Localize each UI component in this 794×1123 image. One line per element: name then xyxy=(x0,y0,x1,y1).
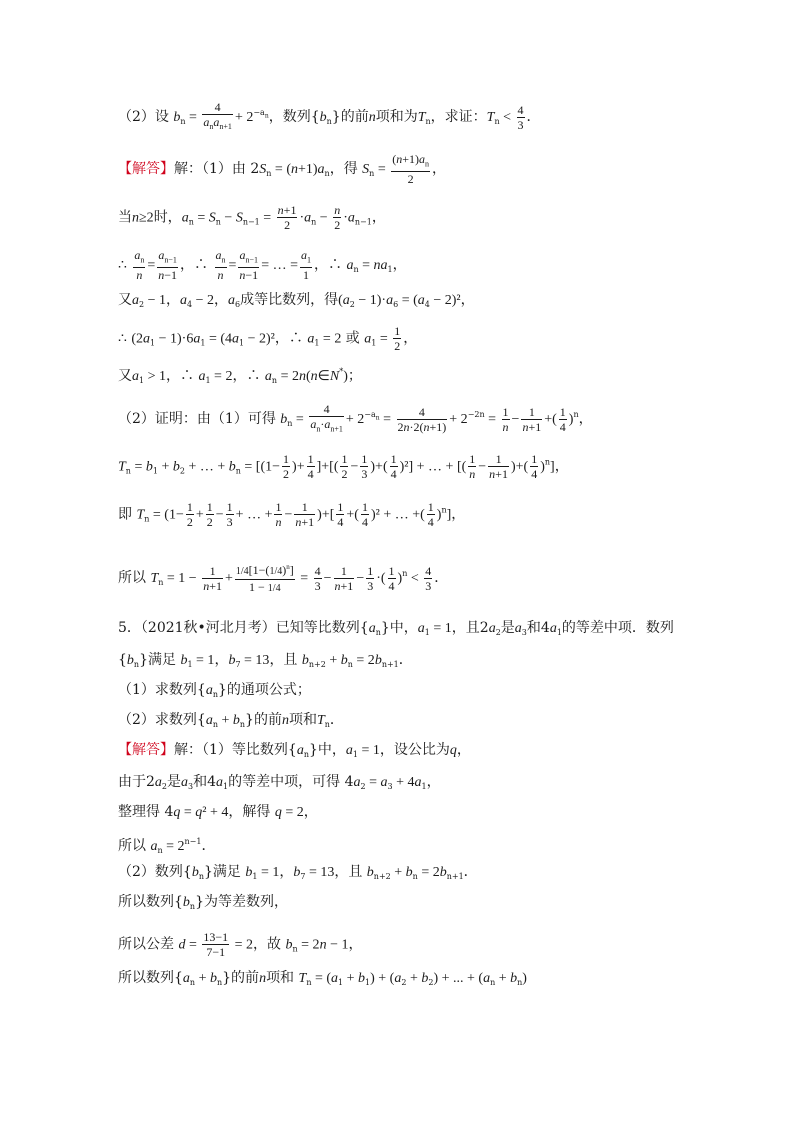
text-line: 所以数列$\{b_n\}$为等差数列， xyxy=(118,894,288,911)
text-line: 又$a_1 > 1$，∴ $a_1 = 2$，∴ $a_n$ = 2n(n∈N*)； xyxy=(118,367,362,385)
text-line: ∴ $\frac{a_n}{n}$ = $\frac{a_{n-1}}{n-1}$ ，∴ $\frac{a_n}{n}$ = $\frac{a_{n-1}}{n-1}$ = … = $\frac{a_1}{1}$ ，∴ $a_n = na_1$， xyxy=(118,248,407,283)
text-line: （2）证明：由（1）可得 $b_n$ = $\frac{4}{a_n\cdot a_{n+1}}$ + $2^{-a_n}$ = $\frac{4}{2n\cdot 2(n+1)}$ + $2^{-2n}$ = $\frac{1}{n}$ − $\frac{1}{n+1}$ +( $\frac{1}{4}$ )$^n$， xyxy=(118,402,593,434)
text-line: 又$a_2 - 1$，$a_4 - 2$，$a_6$成等比数列，得$(a_2 - 1)\cdot a_6 = (a_4 - 2)^2$， xyxy=(118,292,475,309)
text-line: 所以 $a_n = 2^{n-1}$． xyxy=(118,837,216,855)
text-line: 整理得 4q = q² + 4，解得 q = 2， xyxy=(118,804,318,820)
text-line: （1）求数列$\{a_n\}$的通项公式； xyxy=(118,682,311,699)
text-line: ∴ $(2a_1 - 1)\cdot 6a_1 = (4a_1 - 2)^2$，∴ $a_1 = 2$ 或 $a_1$ = $\frac{1}{2}$ ， xyxy=(118,324,418,353)
text-line: 即 $T_n = (1-$ $\frac{1}{2}$ + $\frac{1}{2}$ − $\frac{1}{3}$ + … + $\frac{1}{n}$ − $\frac{1}{n+1}$ )+[ $\frac{1}{4}$ +( $\frac{1}{4}$ )² + … +( $\frac{1}{4}$ )$^n$]， xyxy=(118,500,466,529)
text-line: （2）求数列$\{a_n + b_n\}$的前n项和$T_n$． xyxy=(118,712,344,729)
text-line: （2）设 $b_n$ = $\frac{4}{a_na_{n+1}}$ + $2^{-a_n}$，数列$\{b_n\}$的前n项和为$T_n$，求证：$T_n$ < $\frac{4}{3}$ ． xyxy=(118,100,541,132)
text-line: 所以数列$\{a_n + b_n\}$的前n项和 $T_n = (a_1 + b_1) + (a_2 + b_2)$ + ... + $(a_n + b_n)$ xyxy=(118,970,527,987)
text-line: 所以公差 d = $\frac{13-1}{7-1}$ = 2，故 $b_n = 2n - 1$， xyxy=(118,930,363,959)
text-line: 当n≥2时，$a_n = S_n - S_{n-1}$ = $\frac{n+1}{2}$ $\cdot a_n$ − $\frac{n}{2}$ $\cdot a_{n-1}$， xyxy=(118,203,386,232)
text-line: 所以 $T_n = 1$ − $\frac{1}{n+1}$ + $\frac{1/4[1-(1/4)^n]}{1 - 1/4}$ = $\frac{4}{3}$ − $\frac{1}{n+1}$ − $\frac{1}{3}$ ·( $\frac{1}{4}$ )$^n$ < $\frac{4}{3}$ ． xyxy=(118,560,448,596)
text-line: 【解答】解：（1）由 $2S_n = (n+1)a_n$，得 $S_n$ = $\frac{(n+1)a_n}{2}$ ， xyxy=(118,152,446,187)
text-line: （2）数列$\{b_n\}$满足 $b_1 = 1$，$b_7 = 13$，且 $b_{n+2} + b_n = 2b_{n+1}$． xyxy=(118,864,478,881)
text-line: $\{b_n\}$满足 $b_1 = 1$，$b_7 = 13$，且 $b_{n+2} + b_n = 2b_{n+1}$． xyxy=(118,652,413,669)
text-line: 由于$2a_2$是$a_3$和$4a_1$的等差中项，可得 $4a_2 = a_3 + 4a_1$， xyxy=(118,774,441,791)
text-line: 【解答】解：（1）等比数列$\{a_n\}$中，$a_1 = 1$，设公比为q， xyxy=(118,742,471,759)
text-line: $T_n = b_1 + b_2$ + … + $b_n = [(1-$ $\frac{1}{2}$ )+ $\frac{1}{4}$ ]+[( $\frac{1}{2}$ − $\frac{1}{3}$ )+( $\frac{1}{4}$ )²] + … + [( $\frac{1}{n}$ − $\frac{1}{n+1}$ )+( $\frac{1}{4}$ )$^n$]， xyxy=(118,452,569,481)
text-line: 5．（2021秋•河北月考）已知等比数列$\{a_n\}$中，$a_1 = 1$，且$2a_2$是$a_3$和$4a_1$的等差中项．数列 xyxy=(118,620,674,637)
